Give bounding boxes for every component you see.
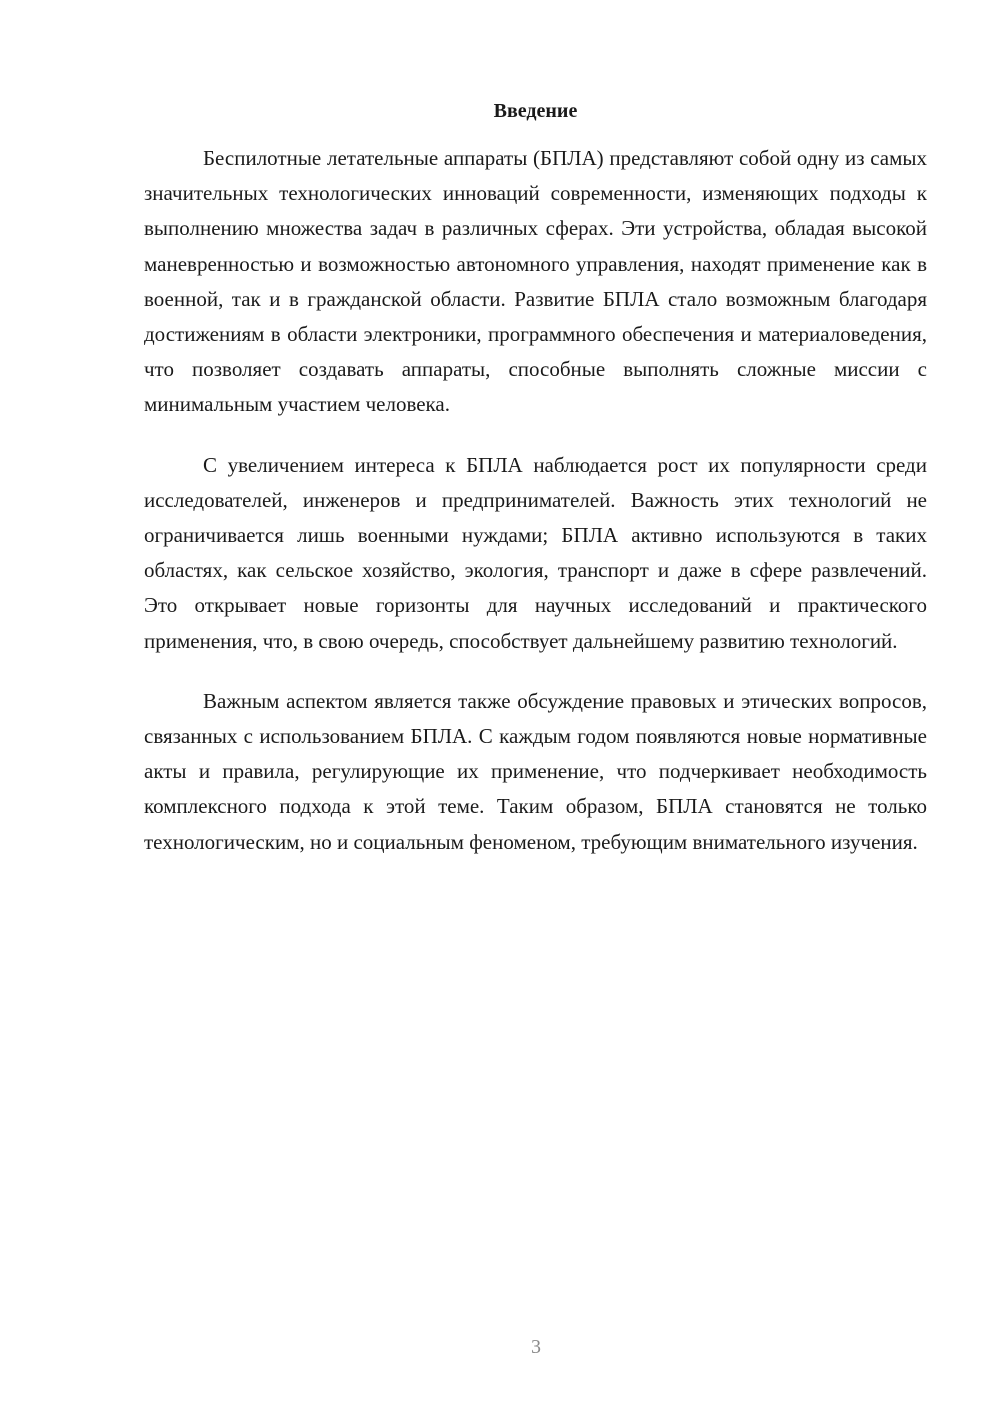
document-body xyxy=(144,141,927,885)
paragraph-2: С увеличением интереса к БПЛА наблюдается рост их популярности среди исследователей, инженеров и предпринимателей. Важность этих технологий не ограничивается лишь военными нуждами; БПЛА активно используются в таких областях, как сельское хозяйство, экология, транспорт и даже в сфере развлечений. Это открывает новые горизонты для научных исследований и практического применения, что, в свою очередь, способствует дальнейшему развитию технологий. xyxy=(144,452,927,653)
paragraph-3: Важным аспектом является также обсуждение правовых и этических вопросов, связанных с использованием БПЛА. С каждым годом появляются новые нормативные акты и правила, регулирующие их применение, что подчеркивает необходимость комплексного подхода к этой теме. Таким образом, БПЛА становятся не только технологическим, но и социальным феноменом, требующим внимательного изучения. xyxy=(144,688,927,854)
page-title: Введение xyxy=(493,100,578,122)
page-number: 3 xyxy=(531,1336,541,1358)
paragraph-1: Беспилотные летательные аппараты (БПЛА) представляют собой одну из самых значительных технологических инноваций современности, изменяющих подходы к выполнению множества задач в различных сферах. Эти устройства, обладая высокой маневренностью и возможностью автономного управления, находят применение как в военной, так и в гражданской области. Развитие БПЛА стало возможным благодаря достижениям в области электроники, программного обеспечения и материаловедения, что позволяет создавать аппараты, способные выполнять сложные миссии с минимальным участием человека. xyxy=(144,146,927,417)
